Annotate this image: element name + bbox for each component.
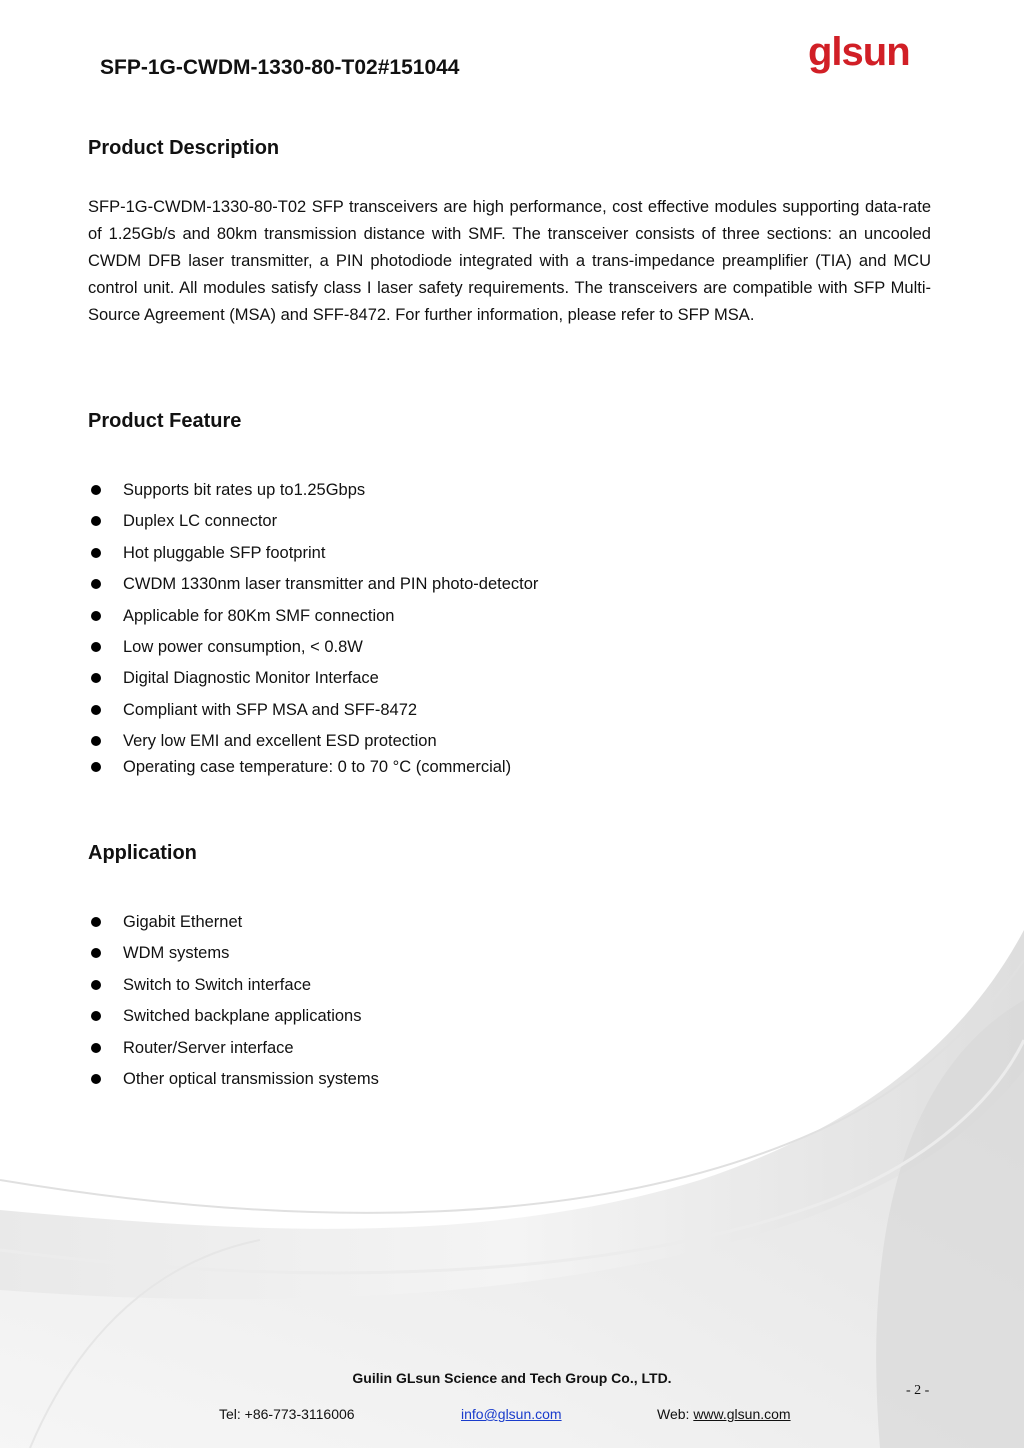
bullet-icon bbox=[91, 705, 101, 715]
page-number: - 2 - bbox=[906, 1383, 930, 1398]
feature-list bbox=[88, 479, 538, 788]
bullet-icon bbox=[91, 611, 101, 621]
svg-text:glsun: glsun bbox=[808, 30, 910, 74]
list-item: Router/Server interface bbox=[88, 1037, 379, 1068]
list-item: Hot pluggable SFP footprint bbox=[88, 542, 538, 573]
list-item: Gigabit Ethernet bbox=[88, 911, 379, 942]
footer-email-link[interactable]: info@glsun.com bbox=[461, 1406, 562, 1422]
footer-company-name: Guilin GLsun Science and Tech Group Co., LTD. bbox=[352, 1370, 672, 1386]
bullet-icon bbox=[91, 1043, 101, 1053]
list-item: Duplex LC connector bbox=[88, 510, 538, 541]
bullet-icon bbox=[91, 673, 101, 683]
bullet-icon bbox=[91, 762, 101, 772]
glsun-logo bbox=[806, 30, 936, 80]
footer-web-link[interactable]: www.glsun.com bbox=[693, 1406, 791, 1422]
list-item: Applicable for 80Km SMF connection bbox=[88, 605, 538, 636]
product-description-text: SFP-1G-CWDM-1330-80-T02 SFP transceivers are high performance, cost effective modules supporting data-rate of 1.25Gb/s and 80km transmission distance with SMF. The transceiver consists of three sections: an uncooled CWDM DFB laser transmitter, a PIN photodiode integrated with a trans-impedance preamplifier (TIA) and MCU control unit. All modules satisfy class I laser safety requirements. The transceivers are compatible with SFP Multi-Source Agreement (MSA) and SFF-8472. For further information, please refer to SFP MSA. bbox=[88, 198, 931, 324]
bullet-icon bbox=[91, 516, 101, 526]
product-description-heading: Product Description bbox=[88, 137, 280, 159]
bullet-icon bbox=[91, 736, 101, 746]
list-item: Switch to Switch interface bbox=[88, 974, 379, 1005]
bullet-icon bbox=[91, 980, 101, 990]
list-item: Low power consumption, < 0.8W bbox=[88, 636, 538, 667]
list-item: CWDM 1330nm laser transmitter and PIN photo-detector bbox=[88, 573, 538, 604]
bullet-icon bbox=[91, 948, 101, 958]
list-item: Digital Diagnostic Monitor Interface bbox=[88, 667, 538, 698]
product-feature-heading: Product Feature bbox=[88, 410, 242, 432]
footer-web-label: Web: bbox=[657, 1406, 694, 1422]
bullet-icon bbox=[91, 485, 101, 495]
application-heading: Application bbox=[88, 842, 197, 864]
bullet-icon bbox=[91, 917, 101, 927]
list-item: Operating case temperature: 0 to 70 °C (commercial) bbox=[88, 756, 538, 787]
list-item: Compliant with SFP MSA and SFF-8472 bbox=[88, 699, 538, 730]
footer-web bbox=[657, 1406, 791, 1422]
list-item: Other optical transmission systems bbox=[88, 1068, 379, 1099]
bullet-icon bbox=[91, 1074, 101, 1084]
application-list bbox=[88, 911, 379, 1099]
bullet-icon bbox=[91, 1011, 101, 1021]
list-item: WDM systems bbox=[88, 942, 379, 973]
list-item: Switched backplane applications bbox=[88, 1005, 379, 1036]
bullet-icon bbox=[91, 642, 101, 652]
document-title: SFP-1G-CWDM-1330-80-T02#151044 bbox=[100, 56, 460, 79]
list-item: Supports bit rates up to1.25Gbps bbox=[88, 479, 538, 510]
bullet-icon bbox=[91, 579, 101, 589]
list-item: Very low EMI and excellent ESD protection bbox=[88, 730, 538, 756]
bullet-icon bbox=[91, 548, 101, 558]
footer-telephone: Tel: +86-773-3116006 bbox=[219, 1406, 355, 1422]
